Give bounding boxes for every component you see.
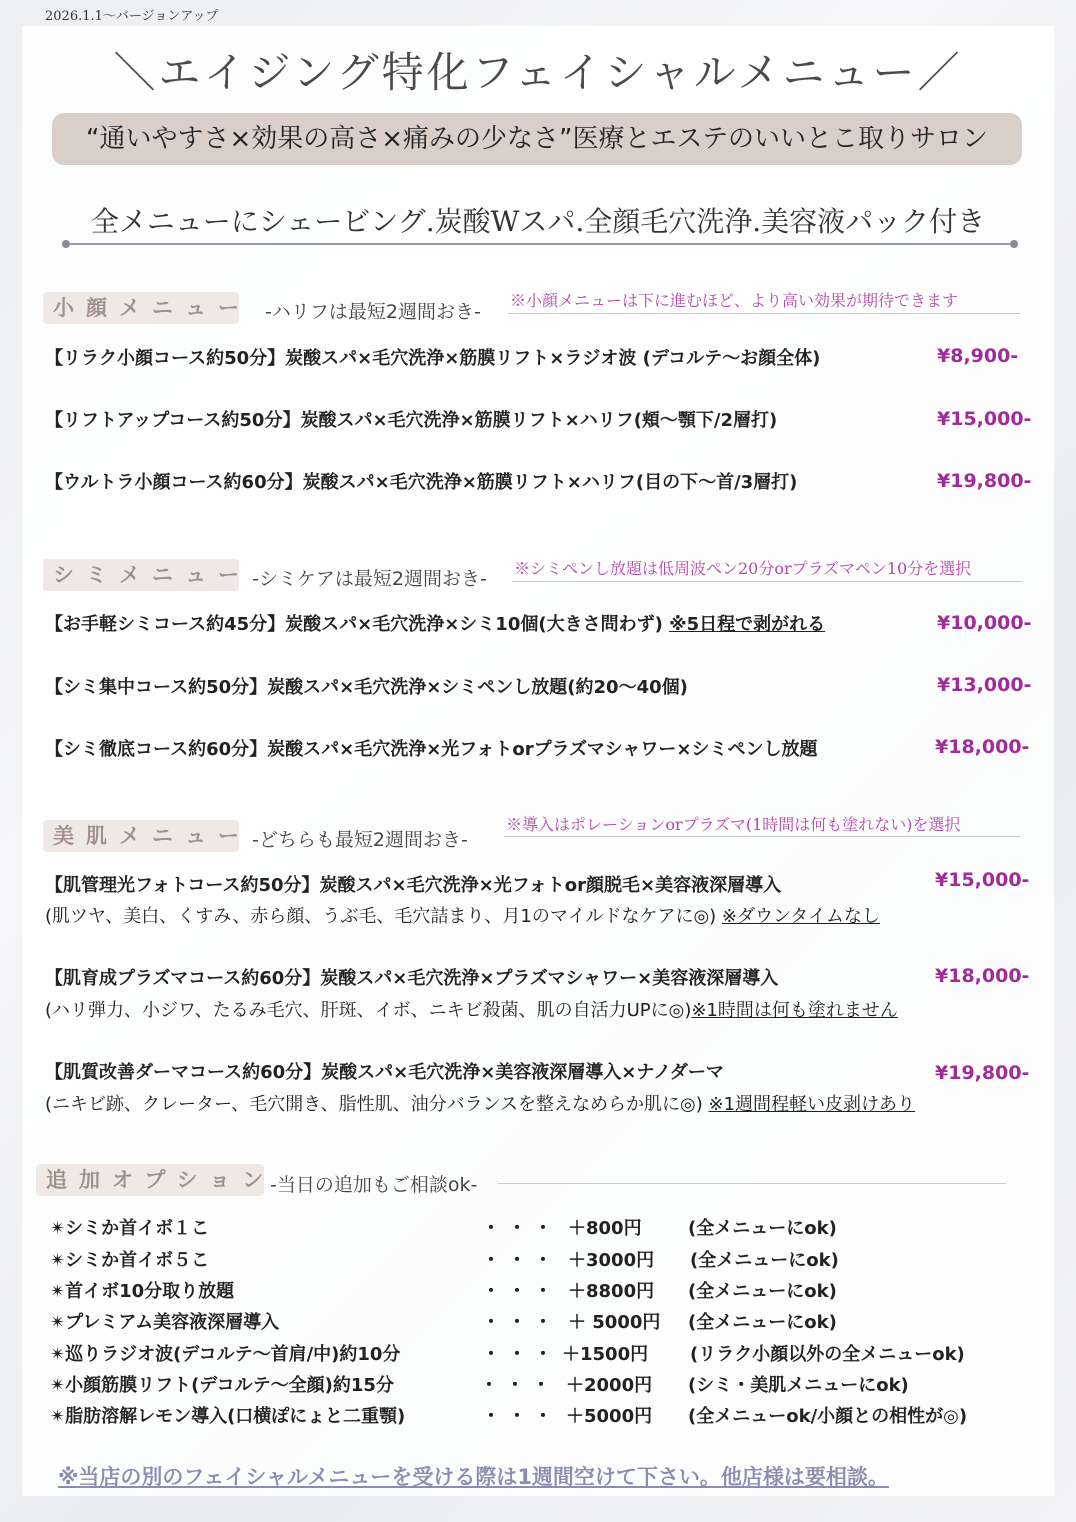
section-label-shimi: シミメニュー	[43, 559, 239, 591]
section-sub-kogao: -ハリフは最短2週間おき-	[265, 301, 481, 323]
option-dots: ・・・	[482, 1218, 560, 1239]
menu-price: ¥15,000-	[937, 408, 1032, 430]
footer-note: ※当店の別のフェイシャルメニューを受ける際は1週間空けて下さい。他店様は要相談。	[58, 1465, 889, 1489]
option-note: (シミ・美肌メニューにok)	[688, 1375, 909, 1396]
menu-item	[45, 610, 825, 636]
note-underline	[508, 313, 1020, 314]
option-note: (全メニューにok)	[688, 1281, 837, 1302]
note-underline	[498, 1183, 1006, 1184]
menu-item: 【ウルトラ小顔コース約60分】炭酸スパ×毛穴洗浄×筋膜リフト×ハリフ(目の下〜首/3層打)	[45, 472, 798, 493]
section-label-options: 追加オプション	[36, 1164, 264, 1196]
menu-description-text: (ニキビ跡、クレーター、毛穴開き、脂性肌、油分バランスを整えなめらか肌に◎)	[45, 1094, 709, 1115]
menu-price: ¥19,800-	[935, 1062, 1030, 1084]
option-price: ＋800円	[568, 1218, 642, 1239]
menu-caution: ※ダウンタイムなし	[721, 906, 880, 927]
option-note: (全メニューにok)	[688, 1218, 837, 1239]
menu-item-name: 【お手軽シミコース約45分】炭酸スパ×毛穴洗浄×シミ10個(大きさ問わず)	[45, 614, 670, 635]
divider-dot	[62, 240, 70, 248]
note-underline	[512, 581, 1022, 582]
menu-description	[45, 1090, 915, 1116]
menu-price: ¥18,000-	[935, 736, 1030, 758]
option-price: ＋8800円	[568, 1281, 655, 1302]
option-note: (全メニューにok)	[688, 1312, 837, 1333]
option-price: ＋1500円	[562, 1344, 649, 1365]
option-price: ＋ 5000円	[568, 1312, 661, 1333]
option-name: ✴プレミアム美容液深層導入	[50, 1312, 280, 1333]
option-note: (全メニューok/小顔との相性が◎)	[688, 1406, 968, 1427]
section-label-kogao: 小顔メニュー	[43, 292, 239, 324]
option-name: ✴シミか首イボ１こ	[50, 1218, 210, 1239]
section-note-kogao: ※小顔メニューは下に進むほど、より高い効果が期待できます	[510, 291, 959, 310]
option-name: ✴脂肪溶解レモン導入(口横ぽにょと二重顎)	[50, 1406, 406, 1427]
option-note: (全メニューにok)	[690, 1250, 839, 1271]
section-sub-options: -当日の追加もご相談ok-	[270, 1174, 478, 1196]
option-dots: ・・・	[480, 1375, 558, 1396]
option-dots: ・・・	[482, 1250, 560, 1271]
option-dots: ・・・	[482, 1344, 560, 1365]
menu-item: 【肌育成プラズマコース約60分】炭酸スパ×毛穴洗浄×プラズマシャワー×美容液深層導入	[45, 968, 779, 989]
menu-description-text: (肌ツヤ、美白、くすみ、赤ら顔、うぶ毛、毛穴詰まり、月1のマイルドなケアに◎)	[45, 906, 722, 927]
section-sub-shimi: -シミケアは最短2週間おき-	[252, 568, 487, 590]
option-dots: ・・・	[482, 1281, 560, 1302]
included-services: 全メニューにシェービング.炭酸Wスパ.全顔毛穴洗浄.美容液パック付き	[90, 205, 986, 238]
section-note-shimi: ※シミペンし放題は低周波ペン20分orプラズマペン10分を選択	[514, 559, 972, 578]
menu-description	[45, 996, 898, 1022]
menu-item-caution: ※5日程で剥がれる	[669, 614, 826, 635]
menu-price: ¥13,000-	[937, 674, 1032, 696]
section-sub-bihada: -どちらも最短2週間おき-	[252, 829, 468, 851]
note-underline	[504, 836, 1020, 837]
option-name: ✴シミか首イボ５こ	[50, 1250, 210, 1271]
menu-price: ¥18,000-	[935, 965, 1030, 987]
section-label-bihada: 美肌メニュー	[43, 820, 239, 852]
option-name: ✴巡りラジオ波(デコルテ〜首肩/中)約10分	[50, 1344, 401, 1365]
option-note: (リラク小顔以外の全メニューok)	[690, 1344, 965, 1365]
option-dots: ・・・	[482, 1406, 560, 1427]
menu-price: ¥8,900-	[937, 345, 1019, 367]
menu-price: ¥15,000-	[935, 869, 1030, 891]
option-price: ＋2000円	[566, 1375, 653, 1396]
menu-item: 【シミ徹底コース約60分】炭酸スパ×毛穴洗浄×光フォトorプラズマシャワー×シミペンし放題	[45, 739, 818, 760]
salon-banner: “通いやすさ×効果の高さ×痛みの少なさ”医療とエステのいいとこ取りサロン	[52, 113, 1022, 165]
option-price: ＋5000円	[566, 1406, 653, 1427]
menu-caution: ※1週間程軽い皮剥けあり	[708, 1094, 916, 1115]
menu-item: 【シミ集中コース約50分】炭酸スパ×毛穴洗浄×シミペンし放題(約20〜40個)	[45, 677, 688, 698]
menu-item: 【肌管理光フォトコース約50分】炭酸スパ×毛穴洗浄×光フォトor顔脱毛×美容液深層導入	[45, 875, 782, 896]
menu-description	[45, 902, 880, 928]
menu-price: ¥10,000-	[937, 612, 1032, 634]
option-name: ✴首イボ10分取り放題	[50, 1281, 235, 1302]
section-note-bihada: ※導入はポレーションorプラズマ(1時間は何も塗れない)を選択	[506, 815, 961, 834]
divider-dot	[1010, 240, 1018, 248]
menu-description-text: (ハリ弾力、小ジワ、たるみ毛穴、肝斑、イボ、ニキビ殺菌、肌の自活力UPに◎)	[45, 1000, 692, 1021]
page-title: ＼エイジング特化フェイシャルメニュー／	[113, 48, 963, 97]
menu-caution: ※1時間は何も塗れません	[691, 1000, 898, 1021]
menu-item: 【リラク小顔コース約50分】炭酸スパ×毛穴洗浄×筋膜リフト×ラジオ波 (デコルテ〜お顔全体)	[45, 348, 821, 369]
menu-sheet	[22, 26, 1054, 1496]
menu-item: 【肌質改善ダーマコース約60分】炭酸スパ×毛穴洗浄×美容液深層導入×ナノダーマ	[45, 1062, 724, 1083]
menu-price: ¥19,800-	[937, 470, 1032, 492]
menu-item: 【リフトアップコース約50分】炭酸スパ×毛穴洗浄×筋膜リフト×ハリフ(頬〜顎下/2層打)	[45, 410, 778, 431]
option-dots: ・・・	[482, 1312, 560, 1333]
option-price: ＋3000円	[568, 1250, 655, 1271]
divider	[66, 243, 1014, 245]
option-name: ✴小顔筋膜リフト(デコルテ〜全顔)約15分	[50, 1375, 394, 1396]
version-note: 2026.1.1〜バージョンアップ	[45, 9, 219, 24]
